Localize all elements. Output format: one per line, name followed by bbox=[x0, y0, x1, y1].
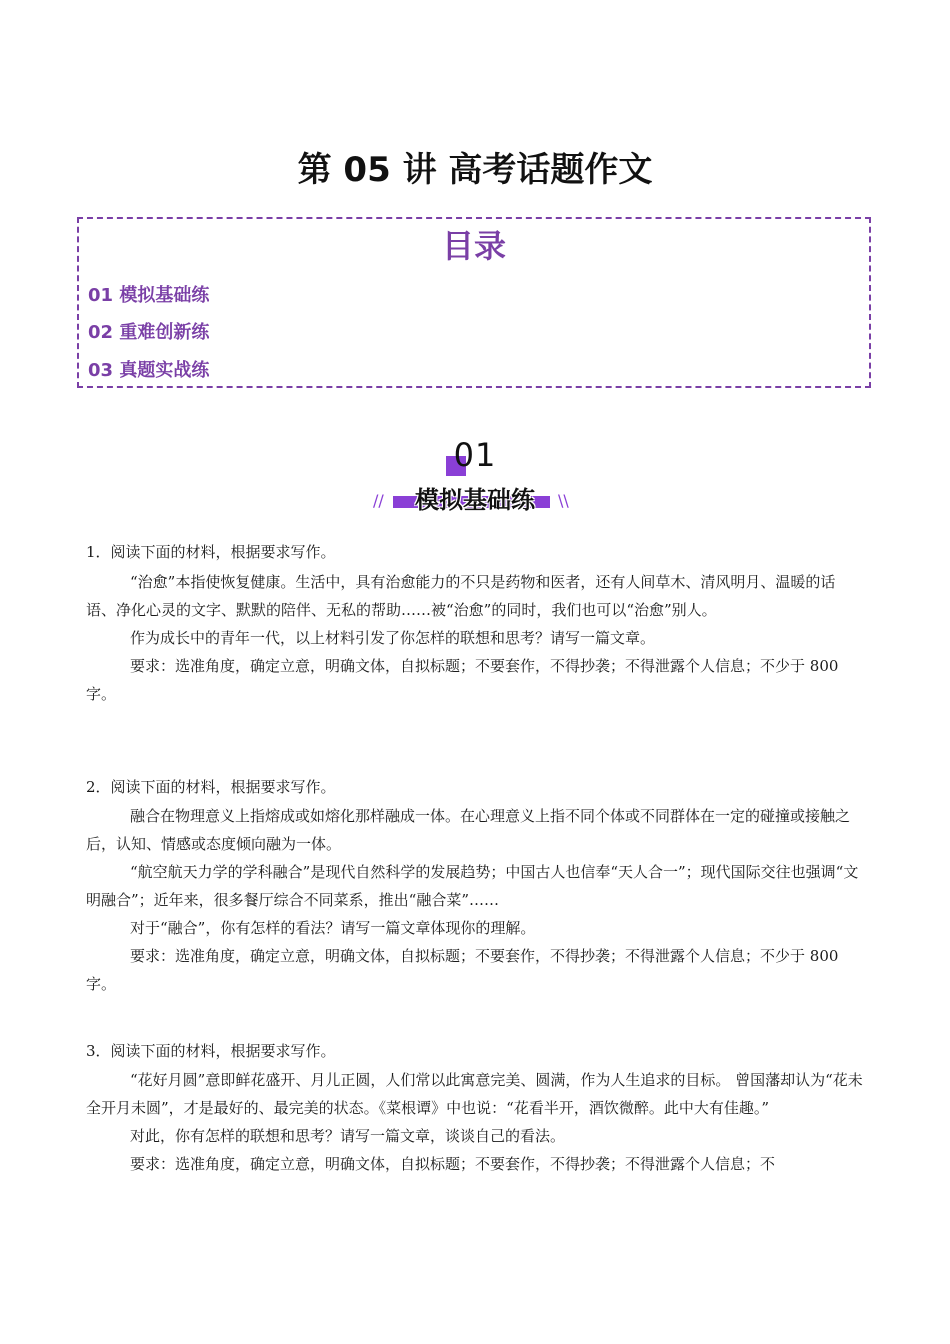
page-title: 第 05 讲 高考话题作文 bbox=[297, 150, 653, 190]
question-2-material-1: 融合在物理意义上指熔成或如熔化那样融成一体。在心理意义上指不同个体或不同群体在一定的碰撞或接触之后，认知、情感或态度倾向融为一体。 bbox=[86, 807, 851, 853]
question-1-requirements: 要求：选准角度，确定立意，明确文体，自拟标题；不要套作，不得抄袭；不得泄露个人信息；不少于 800 字。 bbox=[86, 657, 839, 703]
question-2-body bbox=[86, 802, 864, 998]
question-2-requirements: 要求：选准角度，确定立意，明确文体，自拟标题；不要套作，不得抄袭；不得泄露个人信息；不少于 800 字。 bbox=[86, 947, 839, 993]
section-label: 模拟基础练 bbox=[415, 486, 535, 514]
toc-heading: 目录 bbox=[441, 227, 506, 265]
question-1-body bbox=[86, 568, 864, 708]
decorative-slash-left: // bbox=[373, 491, 384, 510]
question-1-prompt: 作为成长中的青年一代，以上材料引发了你怎样的联想和思考？请写一篇文章。 bbox=[130, 629, 656, 647]
question-2-heading: 2．阅读下面的材料，根据要求写作。 bbox=[86, 778, 336, 796]
question-1-heading: 1．阅读下面的材料，根据要求写作。 bbox=[86, 543, 336, 561]
section-number: 01 bbox=[453, 436, 497, 474]
toc-item-01[interactable]: 01 模拟基础练 bbox=[88, 285, 210, 306]
question-2-material-2: “航空航天力学的学科融合”是现代自然科学的发展趋势；中国古人也信奉“天人合一”；现代国际交往也强调“文明融合”；近年来，很多餐厅综合不同菜系，推出“融合菜”…… bbox=[86, 863, 859, 909]
question-2-prompt: 对于“融合”，你有怎样的看法？请写一篇文章体现你的理解。 bbox=[130, 919, 536, 937]
section-badge bbox=[0, 436, 950, 526]
question-3-material: “花好月圆”意即鲜花盛开、月儿正圆，人们常以此寓意完美、圆满，作为人生追求的目标。 曾国藩却认为“花未全开月未圆”，才是最好的、最完美的状态。《菜根谭》中也说：“花看半开，酒饮微醉。此中大有佳趣。” bbox=[86, 1071, 863, 1117]
question-3-heading: 3．阅读下面的材料，根据要求写作。 bbox=[86, 1042, 336, 1060]
question-3-body bbox=[86, 1066, 864, 1178]
question-3-requirements: 要求：选准角度，确定立意，明确文体，自拟标题；不要套作，不得抄袭；不得泄露个人信息；不 bbox=[130, 1155, 776, 1173]
toc-item-02[interactable]: 02 重难创新练 bbox=[88, 322, 210, 343]
toc-item-03[interactable]: 03 真题实战练 bbox=[88, 360, 210, 381]
question-1-material: “治愈”本指使恢复健康。生活中，具有治愈能力的不只是药物和医者，还有人间草木、清风明月、温暖的话语、净化心灵的文字、默默的陪伴、无私的帮助……被“治愈”的同时，我们也可以“治愈”别人。 bbox=[86, 573, 836, 619]
table-of-contents bbox=[77, 217, 871, 388]
decorative-slash-right: \\ bbox=[558, 491, 569, 510]
question-3-prompt: 对此，你有怎样的联想和思考？请写一篇文章，谈谈自己的看法。 bbox=[130, 1127, 566, 1145]
